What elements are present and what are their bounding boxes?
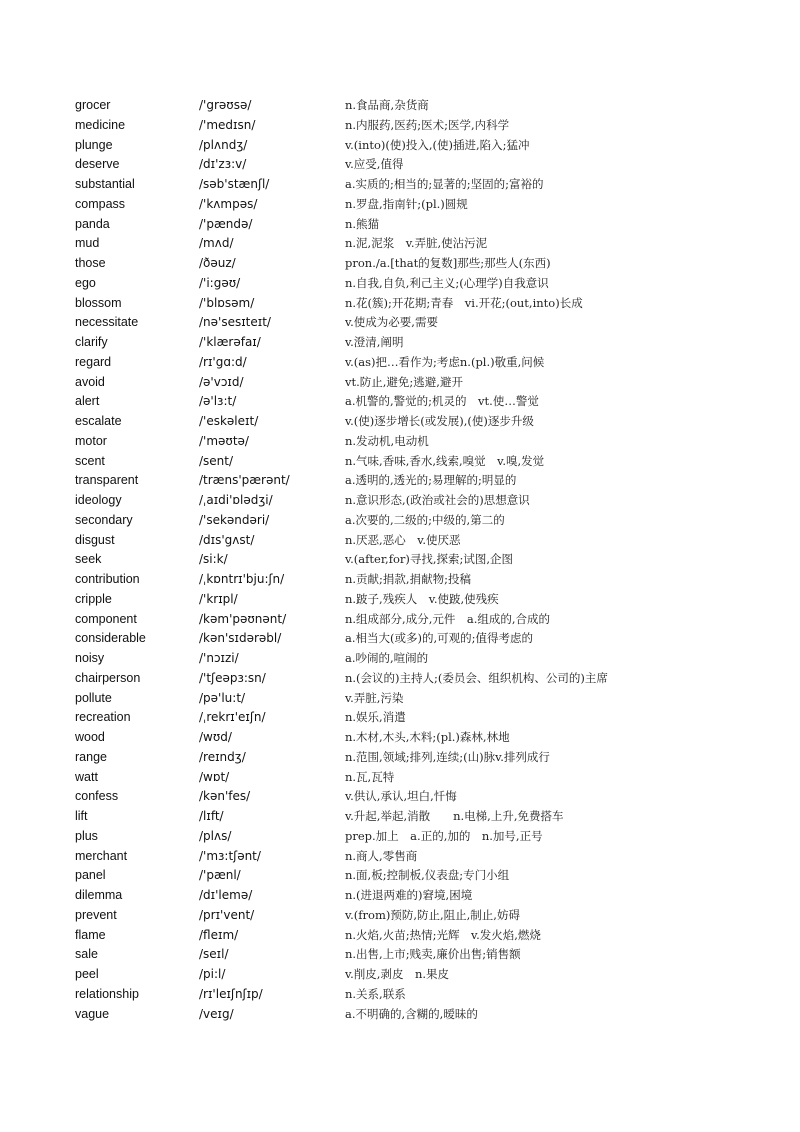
vocab-word: vague: [75, 1006, 110, 1021]
vocab-phonetic: /ˌaɪdi'ɒlədʒi/: [199, 493, 273, 507]
vocabulary-list: [0, 96, 800, 1024]
vocab-word: relationship: [75, 986, 139, 1001]
vocab-definition: n.食品商,杂货商: [345, 98, 429, 112]
vocab-definition: v.削皮,剥皮 n.果皮: [345, 967, 450, 981]
vocab-row: [0, 985, 800, 1005]
vocab-word: cripple: [75, 591, 112, 606]
vocab-word: motor: [75, 433, 107, 448]
vocab-phonetic: /'nɔɪzi/: [199, 651, 239, 665]
vocab-definition: n.商人,零售商: [345, 848, 418, 863]
vocab-word: medicine: [75, 117, 126, 132]
vocab-word: watt: [75, 769, 98, 784]
vocab-definition: n.(会议的)主持人;(委员会、组织机构、公司的)主席: [345, 670, 608, 685]
vocab-phonetic: /'tʃeəpɜ:sn/: [199, 670, 266, 685]
vocab-phonetic: /dɪs'gʌst/: [199, 532, 255, 547]
vocab-row: [0, 254, 800, 274]
vocab-row: [0, 728, 800, 748]
vocab-definition: n.关系,联系: [345, 986, 406, 1001]
vocab-word: component: [75, 611, 137, 626]
vocab-word: chairperson: [75, 670, 141, 685]
vocab-definition: n.火焰,火苗;热情;光辉 v.发火焰,燃烧: [345, 927, 541, 942]
vocab-phonetic: /sent/: [199, 453, 234, 468]
vocab-definition: a.次要的,二级的;中级的,第二的: [345, 512, 505, 527]
vocab-row: [0, 629, 800, 649]
vocab-row: [0, 926, 800, 946]
vocab-word: plunge: [75, 137, 113, 152]
vocab-word: escalate: [75, 414, 122, 428]
vocab-definition: v.应受,值得: [345, 157, 404, 172]
vocab-phonetic: /lɪft/: [199, 809, 224, 823]
vocab-row: [0, 471, 800, 491]
vocab-row: [0, 511, 800, 531]
vocab-phonetic: /mʌd/: [199, 236, 234, 251]
vocab-phonetic: /səb'stænʃl/: [199, 177, 270, 191]
vocab-phonetic: /wʊd/: [199, 730, 232, 744]
vocab-row: [0, 866, 800, 886]
vocab-word: avoid: [75, 374, 105, 389]
vocab-row: [0, 432, 800, 452]
vocab-row: [0, 649, 800, 669]
vocab-phonetic: /'krɪpl/: [199, 591, 238, 606]
vocab-definition: v.升起,举起,消散 n.电梯,上升,免费搭车: [345, 809, 564, 823]
vocab-row: [0, 610, 800, 630]
vocab-definition: n.气味,香味,香水,线索,嗅觉 v.嗅,发觉: [345, 453, 545, 468]
vocab-phonetic: /prɪ'vent/: [199, 907, 255, 922]
vocab-phonetic: /si:k/: [199, 552, 228, 567]
vocab-definition: a.相当大(或多)的,可观的;值得考虑的: [345, 631, 534, 646]
vocab-phonetic: /ˌkɒntrɪ'bju:ʃn/: [199, 572, 285, 586]
vocab-word: noisy: [75, 651, 105, 665]
vocab-row: [0, 155, 800, 175]
vocab-row: [0, 313, 800, 333]
vocab-word: deserve: [75, 157, 120, 172]
vocab-definition: n.瓦,瓦特: [345, 769, 395, 784]
vocab-word: blossom: [75, 295, 122, 310]
vocab-definition: n.发动机,电动机: [345, 433, 429, 448]
vocab-phonetic: /dɪ'zɜ:v/: [199, 157, 247, 172]
vocab-row: [0, 708, 800, 728]
vocab-definition: n.组成部分,成分,元件 a.组成的,合成的: [345, 611, 551, 626]
vocab-phonetic: /rɪ'leɪʃnʃɪp/: [199, 986, 263, 1001]
vocab-phonetic: /'blɒsəm/: [199, 295, 255, 310]
vocab-phonetic: /ˌrekrɪ'eɪʃn/: [199, 710, 266, 725]
vocab-definition: n.贡献;捐款,捐献物;投稿: [345, 572, 471, 586]
vocab-definition: n.罗盘,指南针;(pl.)圆规: [345, 196, 468, 211]
vocab-word: peel: [75, 967, 99, 981]
vocab-row: [0, 195, 800, 215]
vocab-phonetic: /kən'sɪdərəbl/: [199, 631, 282, 646]
vocab-word: necessitate: [75, 315, 139, 330]
vocab-definition: v.(from)预防,防止,阻止,制止,妨碍: [345, 907, 520, 922]
vocab-phonetic: /kən'fes/: [199, 789, 251, 804]
vocab-word: substantial: [75, 177, 135, 191]
vocab-phonetic: /'kʌmpəs/: [199, 196, 258, 211]
vocab-row: [0, 945, 800, 965]
vocab-phonetic: /pə'lu:t/: [199, 690, 246, 705]
vocab-definition: a.实质的;相当的;显著的;坚固的;富裕的: [345, 177, 544, 191]
vocab-word: alert: [75, 394, 100, 409]
vocab-row: [0, 807, 800, 827]
vocab-definition: n.泥,泥浆 v.弄脏,使沾污泥: [345, 236, 488, 251]
vocab-row: [0, 96, 800, 116]
vocab-row: [0, 570, 800, 590]
vocab-definition: n.自我,自负,利己主义;(心理学)自我意识: [345, 275, 549, 290]
vocab-row: [0, 1005, 800, 1025]
vocab-row: [0, 906, 800, 926]
vocab-word: plus: [75, 828, 98, 843]
vocab-definition: n.面,板;控制板,仪表盘;专门小组: [345, 868, 510, 883]
vocab-row: [0, 590, 800, 610]
vocab-word: wood: [75, 730, 105, 744]
vocab-row: [0, 136, 800, 156]
vocab-definition: v.弄脏,污染: [345, 690, 404, 705]
vocab-definition: a.透明的,透光的;易理解的;明显的: [345, 473, 517, 488]
vocab-word: range: [75, 749, 107, 764]
vocab-word: secondary: [75, 512, 133, 527]
vocab-word: panda: [75, 216, 110, 231]
vocab-phonetic: /'klærəfaɪ/: [199, 335, 261, 349]
vocab-definition: n.木材,木头,木料;(pl.)森林,林地: [345, 730, 510, 744]
vocab-definition: v.供认,承认,坦白,忏悔: [345, 789, 457, 804]
vocab-row: [0, 847, 800, 867]
vocab-phonetic: /kəm'pəʊnənt/: [199, 611, 287, 626]
vocab-word: those: [75, 256, 106, 270]
vocab-word: compass: [75, 196, 126, 211]
vocab-definition: n.花(簇);开花期;青春 vi.开花;(out,into)长成: [345, 295, 583, 310]
vocab-word: clarify: [75, 335, 108, 349]
vocab-phonetic: /'pændə/: [199, 216, 253, 231]
vocab-phonetic: /træns'pærənt/: [199, 473, 290, 488]
vocab-phonetic: /nə'sesɪteɪt/: [199, 315, 271, 330]
vocab-row: [0, 333, 800, 353]
vocab-row: [0, 392, 800, 412]
vocab-definition: n.(进退两难的)窘境,困境: [345, 888, 473, 902]
vocab-definition: v.(into)(使)投入,(使)插进,陷入;猛冲: [345, 137, 530, 152]
vocab-phonetic: /ə'lɜ:t/: [199, 394, 237, 409]
vocab-row: [0, 116, 800, 136]
vocab-word: prevent: [75, 907, 117, 922]
vocab-word: contribution: [75, 572, 140, 586]
vocab-word: ideology: [75, 493, 122, 507]
vocab-word: transparent: [75, 473, 139, 488]
vocab-definition: v.(as)把…看作为;考虑n.(pl.)敬重,问候: [345, 354, 545, 369]
vocab-word: scent: [75, 453, 105, 468]
vocab-definition: v.(after,for)寻找,探索;试图,企图: [345, 552, 514, 567]
vocab-row: [0, 965, 800, 985]
vocab-phonetic: /dɪ'lemə/: [199, 888, 253, 902]
vocab-word: panel: [75, 868, 106, 883]
vocab-phonetic: /ə'vɔɪd/: [199, 374, 244, 389]
vocab-definition: n.范围,领域;排列,连续;(山)脉v.排列成行: [345, 749, 550, 764]
vocab-row: [0, 274, 800, 294]
vocab-phonetic: /'sekəndəri/: [199, 512, 270, 527]
vocab-phonetic: /pi:l/: [199, 967, 226, 981]
vocab-phonetic: /wɒt/: [199, 769, 230, 784]
vocab-definition: v.澄清,阐明: [345, 335, 404, 349]
vocab-definition: n.熊猫: [345, 216, 380, 231]
vocab-word: flame: [75, 927, 106, 942]
vocab-word: sale: [75, 947, 98, 962]
vocab-row: [0, 294, 800, 314]
vocab-definition: v.(使)逐步增长(或发展),(使)逐步升级: [345, 414, 534, 428]
vocab-row: [0, 215, 800, 235]
vocab-word: lift: [75, 809, 88, 823]
vocab-definition: v.使成为必要,需要: [345, 315, 438, 330]
vocab-definition: n.内服药,医药;医术;医学,内科学: [345, 117, 510, 132]
vocab-word: grocer: [75, 98, 111, 112]
vocab-phonetic: /'mɜ:tʃənt/: [199, 848, 261, 863]
vocab-phonetic: /'məʊtə/: [199, 433, 249, 448]
vocab-phonetic: /reɪndʒ/: [199, 749, 246, 764]
vocab-word: considerable: [75, 631, 146, 646]
vocab-phonetic: /veɪg/: [199, 1006, 234, 1021]
vocab-phonetic: /'eskəleɪt/: [199, 414, 259, 428]
vocab-row: [0, 234, 800, 254]
vocab-definition: a.机警的,警觉的;机灵的 vt.使…警觉: [345, 394, 539, 409]
vocab-row: [0, 491, 800, 511]
vocab-row: [0, 531, 800, 551]
vocab-definition: vt.防止,避免;逃避,避开: [345, 374, 463, 389]
vocab-row: [0, 886, 800, 906]
vocab-phonetic: /seɪl/: [199, 947, 229, 962]
vocab-row: [0, 787, 800, 807]
vocab-row: [0, 689, 800, 709]
vocab-phonetic: /plʌs/: [199, 828, 232, 843]
vocab-phonetic: /'i:gəʊ/: [199, 275, 241, 290]
vocab-phonetic: /'grəʊsə/: [199, 98, 252, 112]
vocab-row: [0, 827, 800, 847]
vocab-word: merchant: [75, 848, 128, 863]
vocab-row: [0, 748, 800, 768]
vocab-definition: n.娱乐,消遣: [345, 710, 406, 725]
vocab-word: disgust: [75, 532, 115, 547]
vocab-word: recreation: [75, 710, 131, 725]
vocab-row: [0, 175, 800, 195]
vocab-word: regard: [75, 354, 112, 369]
vocab-phonetic: /ðəuz/: [199, 256, 236, 270]
vocab-word: mud: [75, 236, 100, 251]
vocab-row: [0, 353, 800, 373]
vocab-word: confess: [75, 789, 119, 804]
vocab-row: [0, 452, 800, 472]
vocab-definition: prep.加上 a.正的,加的 n.加号,正号: [345, 828, 543, 843]
vocab-definition: a.不明确的,含糊的,暧昧的: [345, 1006, 478, 1021]
vocab-phonetic: /'pænl/: [199, 868, 241, 883]
vocab-definition: a.吵闹的,喧闹的: [345, 651, 429, 665]
vocab-definition: n.跛子,残疾人 v.使跛,使残疾: [345, 591, 499, 606]
vocab-word: dilemma: [75, 888, 123, 902]
vocab-row: [0, 550, 800, 570]
vocab-row: [0, 412, 800, 432]
vocab-row: [0, 669, 800, 689]
vocab-word: pollute: [75, 690, 112, 705]
vocab-phonetic: /fleɪm/: [199, 927, 239, 942]
vocab-word: ego: [75, 275, 96, 290]
vocab-definition: pron./a.[that的复数]那些;那些人(东西): [345, 256, 551, 270]
vocab-definition: n.厌恶,恶心 v.使厌恶: [345, 532, 461, 547]
vocab-phonetic: /rɪ'gɑ:d/: [199, 354, 247, 369]
vocab-row: [0, 373, 800, 393]
vocab-definition: n.意识形态,(政治或社会的)思想意识: [345, 493, 530, 507]
vocab-row: [0, 768, 800, 788]
vocab-phonetic: /'medɪsn/: [199, 117, 256, 132]
vocab-definition: n.出售,上市;贱卖,廉价出售;销售额: [345, 947, 521, 962]
vocab-phonetic: /plʌndʒ/: [199, 137, 248, 152]
vocab-word: seek: [75, 552, 102, 567]
